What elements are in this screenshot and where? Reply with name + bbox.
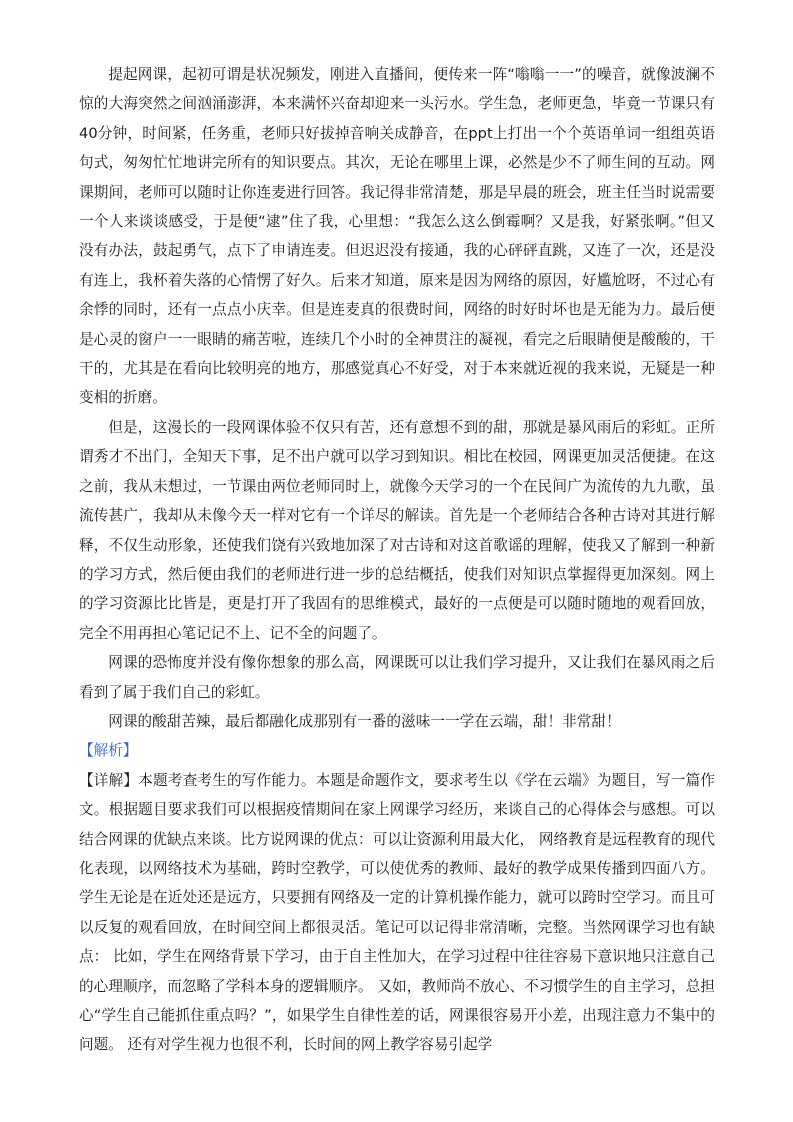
detail-text: 本题考查考生的写作能力。本题是命题作文，要求考生以《学在云端》为题目，写一篇作文。根据题目要求我们可以根据疫情期间在家上网课学习经历，来谈自己的心得体会与感想。可以结合网课的优缺点来谈。比方说网课的优点：可以让资源利用最大化， 网络教育是远程教育的现代化表现，以网络技术为基础，跨时空教学，可以使优秀的教师、最好的教学成果传播到四面八方。学生无论是在近处还是远方，只要拥有网络及一定的计算机操作能力，就可以跨时空学习。而且可以反复的观看回放，在时间空间上都很灵活。笔记可以记得非常清晰，完整。当然网课学习也有缺点： 比如，学生在网络背景下学习，由于自主性加大，在学习过程中往往容易下意识地只注意自己的心理顺序，而忽略了学科本身的逻辑顺序。 又如，教师尚不放心、不习惯学生的自主学习，总担心“学生自己能抓住重点吗？”，如果学生自律性差的话，网课很容易开小差，出现注意力不集中的问题。 还有对学生视力也很不利，长时间的网上教学容易引起学	[79, 771, 715, 1054]
analysis-label: 【解析】	[79, 742, 138, 760]
essay-paragraph: 网课的恐怖度并没有像你想象的那么高，网课既可以让我们学习提升，又让我们在暴风雨之后看到了属于我们自己的彩虹。	[79, 654, 715, 701]
essay-paragraph: 提起网课，起初可谓是状况频发，刚进入直播间，便传来一阵“嗡嗡一一”的噪音，就像波澜不惊的大海突然之间汹涌澎湃，本来满怀兴奋却迎来一头污水。学生急，老师更急，毕竟一节课只有40分钟，时间紧，任务重，老师只好拔掉音响关成静音，在ppt上打出一个个英语单词一组组英语句式，匆匆忙忙地讲完所有的知识要点。其次，无论在哪里上课，必然是少不了师生间的互动。网课期间，老师可以随时让你连麦进行回答。我记得非常清楚，那是早晨的班会，班主任当时说需要一个人来谈谈感受，于是便“逮”住了我，心里想：“我怎么这么倒霉啊？又是我，好紧张啊。”但又没有办法，鼓起勇气，点下了申请连麦。但迟迟没有接通，我的心砰砰直跳，又连了一次，还是没有连上，我杯着失落的心情愣了好久。后来才知道，原来是因为网络的原因，好尴尬呀，不过心有余悸的同时，还有一点点小庆幸。但是连麦真的很费时间，网络的时好时坏也是无能为力。最后便是心灵的窗户一一眼睛的痛苦啦，连续几个小时的全神贯注的凝视，看完之后眼睛便是酸酸的，干干的，尤其是在看向比较明亮的地方，那感觉真心不好受，对于本来就近视的我来说，无疑是一种变相的折磨。	[79, 66, 715, 407]
essay-paragraph: 网课的酸甜苦辣，最后都融化成那别有一番的滋味一一学在云端，甜！非常甜！	[108, 712, 621, 730]
analysis-detail	[79, 766, 715, 1060]
detail-tag: 【详解】	[79, 771, 139, 789]
essay-paragraph: 但是，这漫长的一段网课体验不仅只有苦，还有意想不到的甜，那就是暴风雨后的彩虹。正所谓秀才不出门，全知天下事，足不出户就可以学习到知识。相比在校园，网课更加灵活便捷。在这之前，我从未想过，一节课由两位老师同时上，就像今天学习的一个在民间广为流传的九九歌，虽流传甚广，我却从未像今天一样对它有一个详尽的解读。首先是一个老师结合各种古诗对其进行解释，不仅生动形象，还使我们饶有兴致地加深了对古诗和对这首歌谣的理解，使我又了解到一种新的学习方式，然后便由我们的老师进行进一步的总结概括，使我们对知识点掌握得更加深刻。网上的学习资源比比皆是，更是打开了我固有的思维模式，最好的一点便是可以随时随地的观看回放，完全不用再担心笔记记不上、记不全的问题了。	[79, 418, 715, 642]
document-page	[79, 60, 715, 1060]
